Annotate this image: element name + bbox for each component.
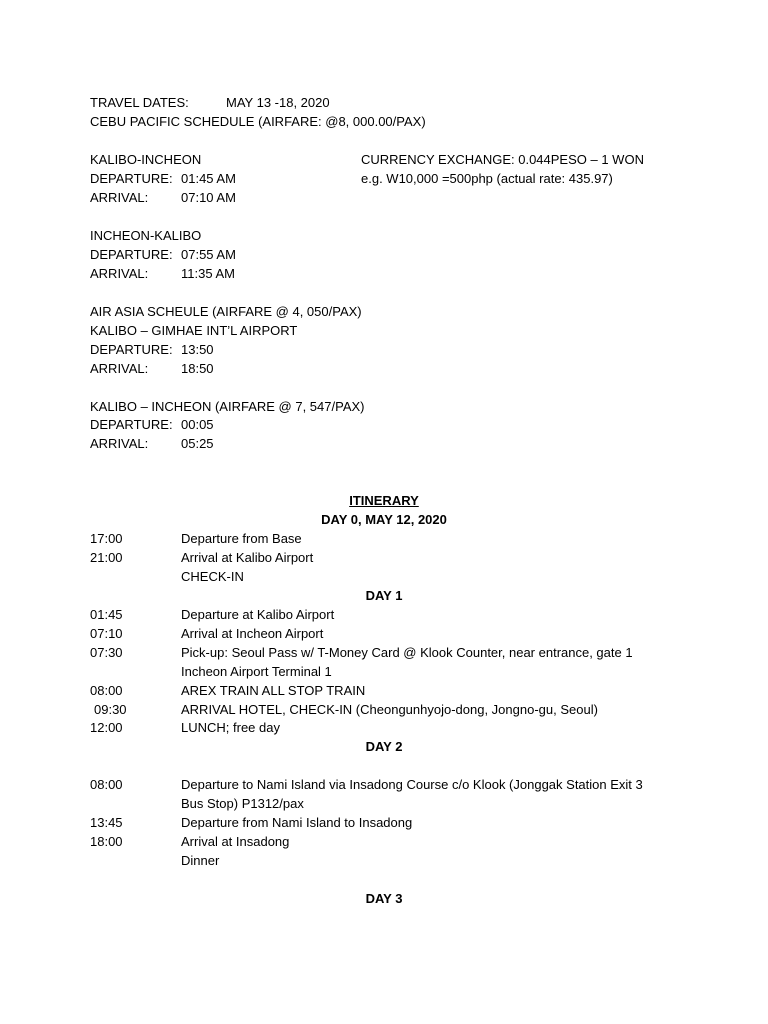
route-kalibo-incheon-airasia: KALIBO – INCHEON (AIRFARE @ 7, 547/PAX) [90, 399, 365, 414]
itinerary-time: 12:00 [90, 720, 123, 735]
itinerary-activity: CHECK-IN [181, 569, 244, 584]
itinerary-time: 18:00 [90, 834, 123, 849]
itinerary-activity: ARRIVAL HOTEL, CHECK-IN (Cheongunhyojo-dong, Jongno-gu, Seoul) [181, 702, 598, 717]
itinerary-time: 17:00 [90, 531, 123, 546]
itinerary-time: 01:45 [90, 607, 123, 622]
air-asia-schedule: AIR ASIA SCHEULE (AIRFARE @ 4, 050/PAX) [90, 304, 362, 319]
travel-dates-value: MAY 13 -18, 2020 [226, 95, 330, 110]
itinerary-activity: Bus Stop) P1312/pax [181, 796, 304, 811]
route-kalibo-incheon: KALIBO-INCHEON [90, 152, 202, 167]
arrival-label: ARRIVAL: [90, 266, 149, 281]
arrival-label: ARRIVAL: [90, 361, 149, 376]
itinerary-activity: Pick-up: Seoul Pass w/ T-Money Card @ Klook Counter, near entrance, gate 1 [181, 645, 633, 660]
travel-dates-label: TRAVEL DATES: [90, 95, 189, 110]
itinerary-activity: Departure from Base [181, 531, 302, 546]
itinerary-time: 07:30 [90, 645, 123, 660]
day-heading: DAY 3 [365, 891, 403, 906]
itinerary-activity: LUNCH; free day [181, 720, 280, 735]
itinerary-activity: Departure to Nami Island via Insadong Course c/o Klook (Jonggak Station Exit 3 [181, 777, 643, 792]
itinerary-activity: Incheon Airport Terminal 1 [181, 664, 332, 679]
itinerary-activity: Dinner [181, 853, 220, 868]
day-heading: DAY 2 [365, 739, 403, 754]
itinerary-activity: Arrival at Insadong [181, 834, 290, 849]
arrival-time: 11:35 AM [181, 266, 235, 281]
itinerary-time: 13:45 [90, 815, 123, 830]
itinerary-activity: Departure at Kalibo Airport [181, 607, 335, 622]
itinerary-title: ITINERARY [349, 493, 419, 508]
day-heading: DAY 0, MAY 12, 2020 [321, 512, 447, 527]
currency-exchange: CURRENCY EXCHANGE: 0.044PESO – 1 WON [361, 152, 644, 167]
arrival-label: ARRIVAL: [90, 190, 149, 205]
day-heading: DAY 1 [365, 588, 403, 603]
itinerary-time: 09:30 [94, 702, 127, 717]
arrival-label: ARRIVAL: [90, 436, 149, 451]
route-kalibo-gimhae: KALIBO – GIMHAE INT’L AIRPORT [90, 323, 298, 338]
itinerary-time: 21:00 [90, 550, 123, 565]
departure-time: 00:05 [181, 417, 214, 432]
itinerary-time: 08:00 [90, 683, 123, 698]
currency-example: e.g. W10,000 =500php (actual rate: 435.97) [361, 171, 613, 186]
departure-label: DEPARTURE: [90, 247, 173, 262]
departure-time: 07:55 AM [181, 247, 236, 262]
itinerary-activity: Arrival at Incheon Airport [181, 626, 324, 641]
itinerary-activity: Arrival at Kalibo Airport [181, 550, 314, 565]
departure-time: 13:50 [181, 342, 214, 357]
itinerary-activity: Departure from Nami Island to Insadong [181, 815, 413, 830]
arrival-time: 18:50 [181, 361, 214, 376]
itinerary-activity: AREX TRAIN ALL STOP TRAIN [181, 683, 366, 698]
departure-label: DEPARTURE: [90, 417, 173, 432]
arrival-time: 07:10 AM [181, 190, 236, 205]
route-incheon-kalibo: INCHEON-KALIBO [90, 228, 202, 243]
departure-time: 01:45 AM [181, 171, 236, 186]
cebu-pacific-schedule: CEBU PACIFIC SCHEDULE (AIRFARE: @8, 000.00/PAX) [90, 114, 426, 129]
departure-label: DEPARTURE: [90, 342, 173, 357]
itinerary-time: 07:10 [90, 626, 123, 641]
itinerary-time: 08:00 [90, 777, 123, 792]
arrival-time: 05:25 [181, 436, 214, 451]
departure-label: DEPARTURE: [90, 171, 173, 186]
